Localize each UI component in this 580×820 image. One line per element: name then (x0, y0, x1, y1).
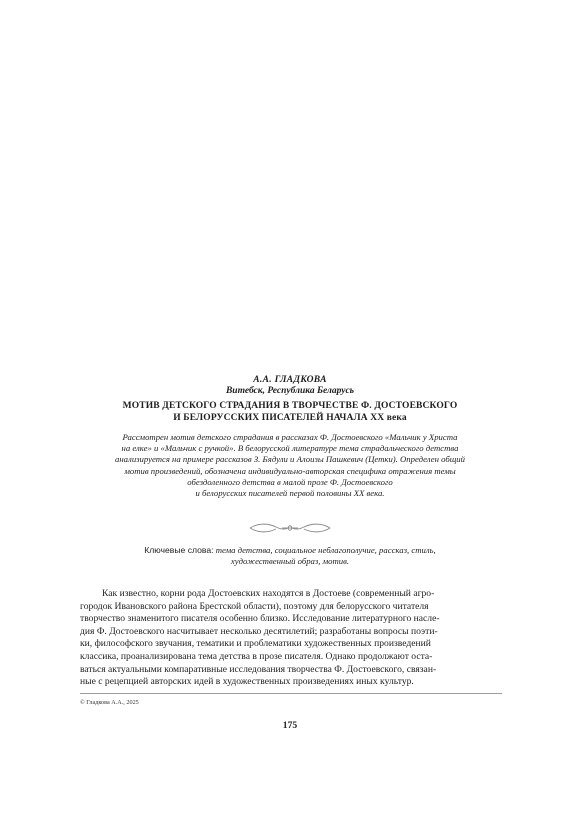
keywords-label: Ключевые слова: (144, 545, 214, 555)
body-line: творчество знаменитого писателя особенно близко. Исследование литературного насле- (80, 613, 440, 625)
page-number: 175 (282, 720, 298, 731)
body-line: Как известно, корни рода Достоевских находятся в Достоеве (современный агро- (102, 588, 435, 599)
keywords (80, 545, 500, 567)
abstract-line: и белорусских писателей первой половины XX века. (195, 488, 385, 499)
author-affiliation: Витебск, Республика Беларусь (225, 386, 355, 396)
abstract-line: на елке» и «Мальчик с ручкой». В белорусской литературе тема страдальческого детства (121, 443, 459, 454)
abstract (80, 432, 500, 499)
body-line: ки, философского звучания, тематики и проблематики художественных произведений (80, 638, 431, 650)
keywords-line (80, 545, 500, 556)
abstract-line: анализируется на примере рассказов З. Бядули и Алоизы Пашкевич (Цетки). Определен общий (115, 454, 465, 465)
title-line: МОТИВ ДЕТСКОГО СТРАДАНИЯ В ТВОРЧЕСТВЕ Ф. ДОСТОЕВСКОГО (122, 401, 458, 411)
footnote-divider (80, 693, 502, 694)
keywords-text: тема детства, социальное неблагополучие, рассказ, стиль, (215, 545, 436, 555)
body-line: ваться актуальными компаративные исследования творчества Ф. Достоевского, связан- (80, 663, 437, 675)
body-paragraph (80, 588, 502, 689)
body-line: городок Ивановского района Брестской области), поэтому для белорусского читателя (80, 600, 429, 612)
body-line: классика, проанализирована тема детства в прозе писателя. Однако продолжают оста- (80, 650, 433, 662)
title-line: И БЕЛОРУССКИХ ПИСАТЕЛЕЙ НАЧАЛА XX века (173, 412, 407, 423)
article-title (80, 401, 500, 424)
author-name: А.А. ГЛАДКОВА (253, 375, 327, 385)
body-line: ные с рецепцией авторских идей в художественных произведениях иных культур. (80, 676, 414, 688)
abstract-line: обездоленного детства в малой прозе Ф. Достоевского (187, 476, 393, 487)
body-line: дия Ф. Достоевского насчитывает несколько десятилетий; разработаны вопросы поэти- (80, 625, 438, 637)
copyright-note: © Гладкова А.А., 2025 (80, 699, 139, 706)
abstract-line: Рассмотрен мотив детского страдания в рассказах Ф. Достоевского «Мальчик у Христа (122, 432, 458, 442)
abstract-line: мотив произведений, обозначена индивидуально-авторская специфика отражения темы (124, 465, 456, 476)
keywords-text: художественный образ, мотив. (230, 556, 350, 567)
decorative-swash-divider-icon (248, 520, 332, 536)
